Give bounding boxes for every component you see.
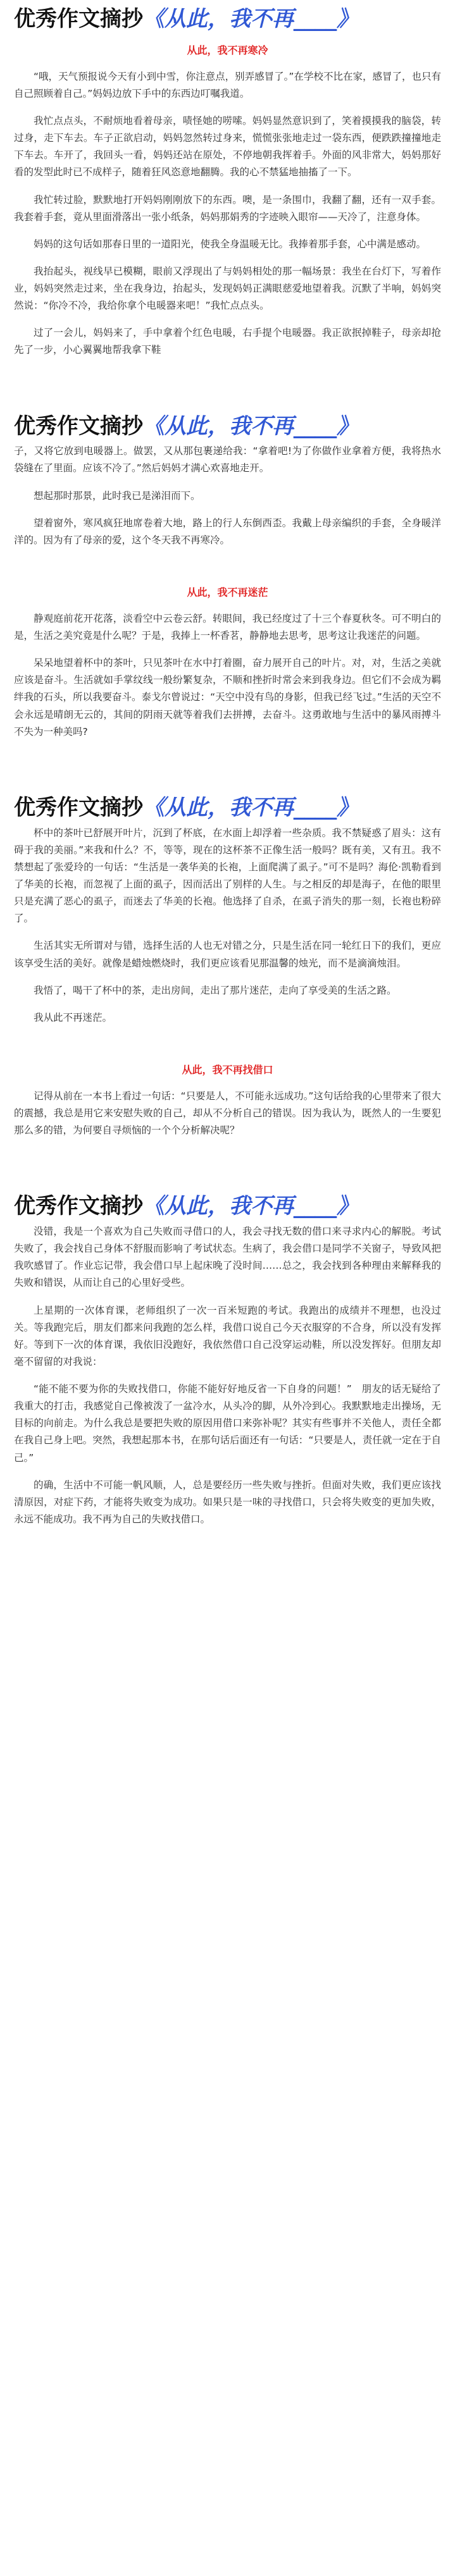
paragraph: 上星期的一次体育课，老师组织了一次一百米短跑的考试。我跑出的成绩并不理想，也没过关。等我跑完后，朋友们都来问我跑的怎么样，我借口说自己今天衣服穿的不合身，所以没有发挥好。等到下一次的体育课，我依旧没跑好，我依然借口自己没穿运动鞋，所以没发挥好。但朋友却毫不留留的对我说： [14, 1304, 441, 1367]
spacer [0, 369, 455, 407]
title-highlight: 《从此，我不再____》 [143, 794, 358, 820]
paragraph: 子，又将它放到电暖器上。做罢，又从那包裹递给我：“拿着吧!为了你做作业拿着方便，我将热水袋缝在了里面。应该不冷了。”然后妈妈才满心欢喜地走开。 [14, 445, 441, 474]
paragraph: 呆呆地望着杯中的茶叶，只见茶叶在水中打着圈，奋力展开自己的叶片。对，对，生活之美就应该是奋斗。生活就如手掌纹线一般纷繁复杂，不顺和挫折时常会来到我身边。但它们不会成为羁绊我的石头，所以我要奋斗。泰戈尔曾说过：“天空中没有鸟的身影，但我已经飞过。”生活的天空不会永远是晴朗无云的，其间的阴雨天就等着我们去拼搏，去奋斗。这勇敢地与生活中的暴风雨搏斗不失为一种美吗? [14, 657, 441, 737]
paragraph: 记得从前在一本书上看过一句话：“只要是人，不可能永远成功。”这句话给我的心里带来了很大的震撼，我总是用它来安慰失败的自己，却从不分析自己的错误。因为我认为，既然人的一生要犯那么多的错，为何要自寻烦恼的一个个分析解决呢？ [14, 1090, 441, 1137]
title-highlight: 《从此，我不再____》 [143, 6, 358, 32]
page-title [14, 0, 441, 36]
paragraph: 没错，我是一个喜欢为自己失败而寻借口的人，我会寻找无数的借口来寻求内心的解脱。考试失败了，我会找自己身体不舒服而影响了考试状态。生病了，我会借口是同学不关窗子，导致风把我吹感冒了。作业忘记带，我会借口早上起床晚了没时间……总之，我会找到各种理由来解释我的失败和错误，从而让自己的心里好受些。 [14, 1226, 441, 1289]
paragraph: “哦，天气预报说今天有小到中雪，你注意点，别弄感冒了。”在学校不比在家，感冒了，也只有自己照顾着自己。”妈妈边放下手中的东西边叮嘱我道。 [14, 70, 441, 99]
paragraph: 我悟了，喝干了杯中的茶，走出房间，走出了那片迷茫，走向了享受美的生活之路。 [34, 984, 397, 996]
spacer [0, 1149, 455, 1187]
title-lead: 优秀作文摘抄 [14, 413, 143, 439]
page-title [14, 789, 441, 825]
section-2 [0, 407, 455, 549]
title-highlight: 《从此，我不再____》 [143, 413, 358, 439]
section-6 [0, 1187, 455, 1528]
spacer [0, 751, 455, 789]
section-4 [0, 789, 455, 1026]
page-title [14, 407, 441, 443]
paragraph: 想起那时那景，此时我已是涕泪而下。 [34, 490, 201, 502]
paragraph: 生活其实无所谓对与错，选择生活的人也无对错之分，只是生活在同一轮红日下的我们，更应该享受生活的美好。就像是蜡烛燃烧时，我们更应该看见那温馨的烛光，而不是滴滴烛泪。 [14, 940, 441, 969]
paragraph: 静观庭前花开花落，淡看空中云卷云舒。转眼间，我已经度过了十三个春夏秋冬。可不明白的是，生活之美究竟是什么呢？于是，我捧上一杯香茗，静静地去思考，思考这让我迷茫的问题。 [14, 612, 441, 642]
paragraph: 妈妈的这句话如那春日里的一道阳光，使我全身温暖无比。我捧着那手套，心中满是感动。 [34, 238, 427, 250]
paragraph: 我忙转过脸，默默地打开妈妈刚刚放下的东西。噢，是一条围巾，我翻了翻，还有一双手套。我套着手套，竟从里面滑落出一张小纸条，妈妈那娟秀的字迹映入眼帘——天冷了，注意身体。 [14, 194, 441, 223]
section-1 [0, 0, 455, 359]
page-title [14, 1187, 441, 1223]
title-highlight: 《从此，我不再____》 [143, 1193, 358, 1219]
essay-subtitle: 从此，我不再寒冷 [187, 44, 268, 56]
paragraph: 我忙点点头，不耐烦地看着母亲，啧怪她的唠嗦。妈妈显然意识到了，笑着摸摸我的脑袋，转过身，走下车去。车子正欲启动，妈妈忽然转过身来，慌慌张张地走过一袋东西，便跌跌撞撞地走下车去。车开了，我回头一看，妈妈还站在原处，不停地朝我挥着手。外面的风非常大，妈妈那好看的发型此时已不成样子，随着狂风恣意地翻腾。我的心不禁猛地抽搐了一下。 [14, 115, 441, 178]
spacer [0, 1037, 455, 1056]
title-lead: 优秀作文摘抄 [14, 6, 143, 32]
paragraph: 望着窗外，寒风疯狂地席卷着大地，路上的行人东倒西歪。我戴上母亲编织的手套，全身暖洋洋的。因为有了母亲的爱，这个冬天我不再寒冷。 [14, 517, 441, 546]
essay-subtitle: 从此，我不再找借口 [182, 1063, 273, 1076]
paragraph: 我从此不再迷茫。 [34, 1011, 113, 1023]
title-lead: 优秀作文摘抄 [14, 794, 143, 820]
essay-subtitle: 从此，我不再迷茫 [187, 586, 268, 598]
paragraph: “能不能不要为你的失败找借口，你能不能好好地反省一下自身的问题！” 朋友的话无疑给了我重大的打击，我感觉自己像被泼了一盆冷水，从头冷的脚，从外冷到心。我默默地走出操场，无目标的向前走。为什么我总是要把失败的原因用借口来弥补呢？其实有些事并不关他人，责任全都在我自己身上吧。突然，我想起那本书，在那句话后面还有一句话：“只要是人，责任就一定在于自己。” [14, 1383, 441, 1464]
title-lead: 优秀作文摘抄 [14, 1193, 143, 1219]
paragraph: 我抬起头，视线早已模糊，眼前又浮现出了与妈妈相处的那一幅场景：我坐在台灯下，写着作业，妈妈突然走过来，坐在我身边，抬起头，发现妈妈正满眼慈爱地望着我。沉默了半响，妈妈突然说：“你冷不冷，我给你拿个电暖器来吧！”我忙点点头。 [14, 265, 441, 312]
paragraph: 杯中的茶叶已舒展开叶片，沉到了杯底，在水面上却浮着一些杂质。我不禁疑惑了眉头：这有碍于我的美丽。”来我和什么？不，等等，现在的这杯茶不正像生活一般吗？既有美，又有丑。我不禁想起了张爱玲的一句话：“生活是一袭华美的长袍，上面爬满了虱子。”可不是吗？海伦·凯勒看到了华美的长袍，而忽视了上面的虱子，因而活出了别样的人生。与之相反的却是海子，在他的眼里只是充满了恶心的虱子，而迷去了华美的长袍。他选择了自杀，在虱子消失的那一刻，长袍也粉碎了。 [14, 827, 441, 925]
paragraph: 过了一会儿，妈妈来了，手中拿着个红色电暖，右手提个电暖器。我正欲抿掉鞋子，母亲却抢先了一步，小心翼翼地帮我拿下鞋 [14, 327, 441, 356]
section-3 [0, 584, 455, 741]
spacer [0, 559, 455, 578]
section-5 [0, 1062, 455, 1139]
paragraph: 的确，生活中不可能一帆风顺，人，总是要经历一些失败与挫折。但面对失败，我们更应该找清原因，对症下药，才能将失败变为成功。如果只是一味的寻找借口，只会将失败变的更加失败，永远不能成功。我不再为自己的失败找借口。 [14, 1479, 441, 1525]
